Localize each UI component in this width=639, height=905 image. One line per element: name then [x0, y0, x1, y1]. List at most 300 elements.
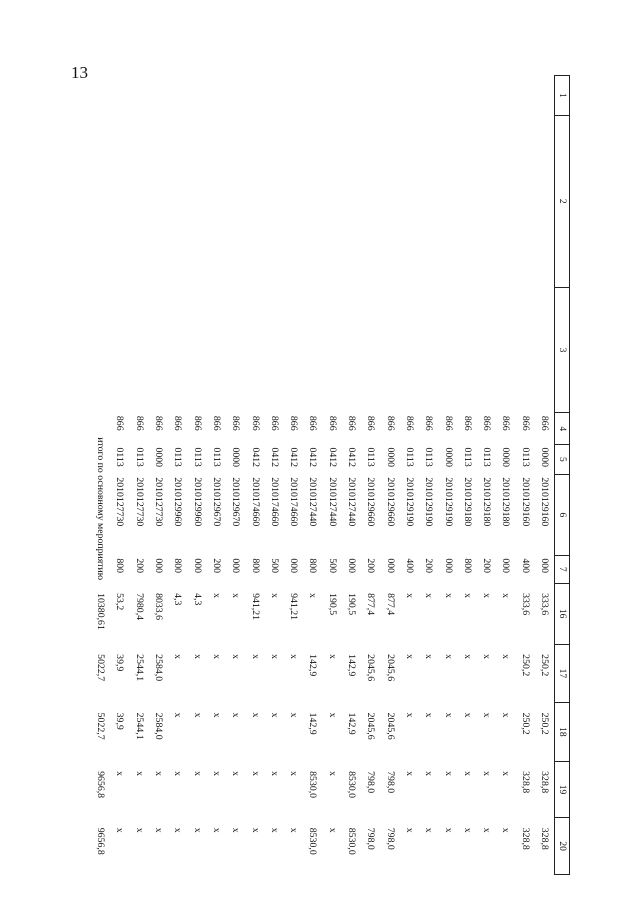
table-cell: 2010129180: [500, 477, 512, 527]
table-row: [400, 76, 419, 875]
table-cell: 000: [153, 558, 165, 574]
table-cell: 2010129660: [365, 477, 377, 527]
table-cell: 0000: [539, 447, 550, 468]
table-cell: 000: [500, 558, 512, 574]
table-cell: x: [326, 654, 338, 660]
page-number: 13: [71, 63, 88, 82]
header-cell: 19: [555, 761, 570, 818]
table-cell: 941,21: [249, 593, 261, 621]
table-row: [322, 76, 341, 875]
table-cell: x: [481, 654, 493, 660]
table-row: [515, 76, 534, 875]
empty-cell: [496, 115, 515, 287]
table-cell: x: [288, 771, 300, 777]
budget-table: [91, 75, 570, 875]
table-cell: 328,8: [539, 827, 550, 850]
empty-cell: [515, 115, 534, 287]
table-cell: x: [403, 712, 415, 718]
empty-cell: [245, 115, 264, 287]
table-cell: x: [230, 771, 242, 777]
header-row: [555, 76, 570, 875]
table-cell: 866: [461, 415, 473, 431]
table-cell: 0113: [172, 447, 184, 467]
empty-cell: [477, 287, 496, 413]
table-cell: 0113: [133, 447, 145, 467]
header-cell: 18: [555, 703, 570, 761]
empty-cell: [187, 287, 206, 413]
table-cell: 4,3: [172, 593, 184, 606]
table-cell: x: [172, 712, 184, 718]
rotated-table-container: [95, 75, 570, 875]
table-cell: 0000: [230, 447, 242, 468]
table-cell: 0113: [365, 447, 377, 467]
table-cell: x: [461, 712, 473, 718]
table-cell: 000: [346, 558, 358, 574]
table-cell: 0412: [307, 447, 319, 468]
table-cell: 0113: [519, 447, 531, 467]
empty-cell: [168, 115, 187, 287]
empty-cell: [458, 76, 477, 116]
empty-cell: [129, 76, 148, 116]
empty-cell: [91, 76, 110, 116]
table-cell: 190,5: [346, 593, 358, 616]
empty-cell: [207, 76, 226, 116]
table-cell: 866: [423, 415, 435, 431]
empty-cell: [535, 287, 555, 413]
table-cell: x: [288, 654, 300, 660]
table-cell: x: [326, 827, 338, 833]
table-cell: x: [191, 712, 203, 718]
table-cell: 2010127730: [114, 477, 126, 527]
empty-cell: [361, 76, 380, 116]
total-value: 9656,8: [95, 771, 107, 799]
table-cell: 866: [153, 415, 165, 431]
empty-cell: [342, 287, 361, 413]
table-cell: x: [403, 771, 415, 777]
table-cell: 190,5: [326, 593, 338, 616]
table-cell: 0113: [403, 447, 415, 467]
table-cell: 866: [230, 415, 242, 431]
header-cell: 2: [555, 115, 570, 287]
empty-cell: [515, 287, 534, 413]
table-cell: x: [481, 712, 493, 718]
empty-cell: [168, 287, 187, 413]
table-row: [265, 76, 284, 875]
table-cell: 0412: [346, 447, 358, 468]
table-cell: 800: [307, 558, 319, 574]
table-cell: 39,9: [114, 654, 126, 672]
table-cell: 2010127440: [346, 477, 358, 527]
table-cell: 200: [210, 558, 222, 574]
table-cell: 866: [288, 415, 300, 431]
empty-cell: [322, 115, 341, 287]
table-cell: 2010174660: [268, 477, 280, 527]
table-cell: 866: [403, 415, 415, 431]
table-cell: 2010129180: [461, 477, 473, 527]
table-cell: 0412: [326, 447, 338, 468]
table-cell: 328,8: [519, 827, 531, 850]
table-cell: x: [210, 654, 222, 660]
empty-cell: [91, 115, 110, 287]
table-cell: 877,4: [365, 593, 377, 616]
empty-cell: [149, 287, 168, 413]
table-row: [226, 76, 245, 875]
table-cell: 328,8: [539, 771, 550, 794]
table-cell: 400: [519, 558, 531, 574]
table-cell: x: [210, 827, 222, 833]
table-cell: 200: [423, 558, 435, 574]
table-cell: x: [500, 771, 512, 777]
table-row: [535, 76, 555, 875]
table-row: [361, 76, 380, 875]
table-cell: x: [423, 712, 435, 718]
table-row: [438, 76, 457, 875]
table-cell: x: [268, 827, 280, 833]
table-cell: x: [172, 654, 184, 660]
table-cell: 0113: [191, 447, 203, 467]
table-cell: x: [191, 654, 203, 660]
table-cell: 866: [539, 415, 550, 431]
table-cell: 877,4: [384, 593, 396, 616]
table-cell: 4,3: [191, 593, 203, 606]
empty-cell: [342, 115, 361, 287]
table-row: [110, 76, 129, 875]
table-cell: 7980,4: [133, 593, 145, 621]
table-cell: 2010129670: [230, 477, 242, 527]
table-cell: 000: [230, 558, 242, 574]
table-cell: x: [288, 712, 300, 718]
table-cell: x: [403, 827, 415, 833]
table-cell: x: [114, 771, 126, 777]
empty-cell: [496, 76, 515, 116]
empty-cell: [284, 115, 303, 287]
empty-cell: [419, 287, 438, 413]
empty-cell: [477, 76, 496, 116]
table-cell: x: [326, 712, 338, 718]
table-cell: x: [249, 827, 261, 833]
table-cell: x: [481, 771, 493, 777]
empty-cell: [458, 115, 477, 287]
table-cell: 8530,0: [346, 771, 358, 799]
table-cell: x: [288, 827, 300, 833]
header-cell: 1: [555, 76, 570, 116]
table-cell: 798,0: [384, 827, 396, 850]
empty-cell: [207, 115, 226, 287]
table-cell: x: [403, 593, 415, 599]
empty-cell: [458, 287, 477, 413]
header-cell: 4: [555, 413, 570, 445]
empty-cell: [342, 76, 361, 116]
table-cell: 800: [461, 558, 473, 574]
empty-cell: [303, 287, 322, 413]
empty-cell: [91, 287, 110, 413]
table-cell: 200: [481, 558, 493, 574]
table-cell: 328,8: [519, 771, 531, 794]
table-cell: x: [172, 827, 184, 833]
table-cell: x: [230, 827, 242, 833]
table-body: [91, 76, 555, 875]
table-cell: 500: [326, 558, 338, 574]
table-cell: 2584,0: [153, 712, 165, 740]
empty-cell: [265, 287, 284, 413]
table-cell: x: [461, 654, 473, 660]
table-cell: 2544,1: [133, 712, 145, 740]
table-cell: 2045,6: [384, 712, 396, 740]
table-row: [149, 76, 168, 875]
empty-cell: [110, 76, 129, 116]
table-cell: 0412: [249, 447, 261, 468]
table-cell: x: [230, 654, 242, 660]
table-cell: 866: [442, 415, 454, 431]
table-cell: 866: [365, 415, 377, 431]
table-cell: 866: [326, 415, 338, 431]
empty-cell: [187, 76, 206, 116]
table-cell: 142,9: [307, 712, 319, 735]
table-cell: x: [230, 712, 242, 718]
table-header: [555, 76, 570, 875]
table-cell: 2584,0: [153, 654, 165, 682]
table-cell: 0000: [500, 447, 512, 468]
empty-cell: [380, 115, 399, 287]
empty-cell: [438, 287, 457, 413]
table-cell: x: [461, 593, 473, 599]
table-cell: x: [423, 654, 435, 660]
table-cell: x: [268, 712, 280, 718]
table-cell: x: [500, 593, 512, 599]
table-cell: 0412: [268, 447, 280, 468]
table-cell: x: [153, 827, 165, 833]
table-cell: 2010129190: [423, 477, 435, 527]
table-row: [303, 76, 322, 875]
table-cell: 8530,0: [307, 771, 319, 799]
empty-cell: [149, 115, 168, 287]
empty-cell: [245, 76, 264, 116]
table-cell: 53,2: [114, 593, 126, 611]
table-cell: 2045,6: [365, 712, 377, 740]
table-cell: 400: [403, 558, 415, 574]
table-cell: 2010127730: [153, 477, 165, 527]
table-row: [168, 76, 187, 875]
empty-cell: [168, 76, 187, 116]
table-row: [245, 76, 264, 875]
table-cell: x: [423, 827, 435, 833]
table-row: [284, 76, 303, 875]
table-cell: 39,9: [114, 712, 126, 730]
table-cell: 200: [133, 558, 145, 574]
table-cell: x: [133, 827, 145, 833]
table-cell: 142,9: [307, 654, 319, 677]
table-cell: 2010174660: [249, 477, 261, 527]
total-value: 9656,8: [95, 827, 107, 855]
table-cell: 0000: [442, 447, 454, 468]
table-cell: x: [442, 712, 454, 718]
table-cell: 866: [172, 415, 184, 431]
empty-cell: [129, 115, 148, 287]
table-cell: x: [423, 593, 435, 599]
empty-cell: [400, 287, 419, 413]
table-cell: 8530,0: [307, 827, 319, 855]
table-cell: 2544,1: [133, 654, 145, 682]
empty-cell: [110, 115, 129, 287]
table-cell: 0113: [461, 447, 473, 467]
table-cell: 142,9: [346, 654, 358, 677]
table-row: [129, 76, 148, 875]
table-cell: 000: [288, 558, 300, 574]
total-value: 10380,61: [95, 593, 107, 630]
empty-cell: [265, 115, 284, 287]
table-row: [342, 76, 361, 875]
table-cell: x: [230, 593, 242, 599]
empty-cell: [361, 287, 380, 413]
table-cell: x: [307, 593, 319, 599]
table-cell: 0113: [114, 447, 126, 467]
table-cell: x: [268, 654, 280, 660]
table-cell: 2010127440: [307, 477, 319, 527]
empty-cell: [380, 287, 399, 413]
table-cell: 2045,6: [365, 654, 377, 682]
table-cell: 0113: [423, 447, 435, 467]
table-cell: x: [268, 593, 280, 599]
empty-cell: [400, 76, 419, 116]
table-cell: x: [442, 654, 454, 660]
table-cell: x: [403, 654, 415, 660]
header-cell: 16: [555, 583, 570, 644]
empty-cell: [245, 287, 264, 413]
empty-cell: [477, 115, 496, 287]
empty-cell: [380, 76, 399, 116]
table-cell: 798,0: [365, 771, 377, 794]
empty-cell: [361, 115, 380, 287]
empty-cell: [303, 115, 322, 287]
table-cell: x: [481, 593, 493, 599]
table-cell: 250,2: [539, 654, 550, 677]
table-cell: 798,0: [365, 827, 377, 850]
table-cell: x: [210, 712, 222, 718]
empty-cell: [226, 76, 245, 116]
empty-cell: [149, 76, 168, 116]
table-cell: 800: [249, 558, 261, 574]
table-cell: 0113: [481, 447, 493, 467]
header-cell: 20: [555, 818, 570, 875]
table-cell: 200: [365, 558, 377, 574]
header-cell: 3: [555, 287, 570, 413]
table-row: [458, 76, 477, 875]
table-cell: 2010129160: [539, 477, 550, 527]
table-cell: 142,9: [346, 712, 358, 735]
table-cell: x: [268, 771, 280, 777]
empty-cell: [496, 287, 515, 413]
total-value: 5022,7: [95, 654, 107, 682]
empty-cell: [226, 287, 245, 413]
empty-cell: [438, 115, 457, 287]
table-cell: 000: [539, 558, 550, 574]
table-cell: 500: [268, 558, 280, 574]
table-cell: 250,2: [519, 654, 531, 677]
table-cell: x: [172, 771, 184, 777]
table-cell: 2010129960: [172, 477, 184, 527]
table-cell: 941,21: [288, 593, 300, 621]
table-cell: x: [461, 827, 473, 833]
table-cell: x: [442, 827, 454, 833]
table-cell: 798,0: [384, 771, 396, 794]
empty-cell: [129, 287, 148, 413]
table-cell: 2010129180: [481, 477, 493, 527]
table-cell: 250,2: [519, 712, 531, 735]
table-cell: x: [500, 654, 512, 660]
table-cell: 866: [191, 415, 203, 431]
table-row: [187, 76, 206, 875]
table-cell: x: [423, 771, 435, 777]
table-cell: x: [249, 654, 261, 660]
table-cell: x: [153, 771, 165, 777]
empty-cell: [110, 287, 129, 413]
empty-cell: [535, 76, 555, 116]
empty-cell: [303, 76, 322, 116]
empty-cell: [419, 76, 438, 116]
empty-cell: [284, 287, 303, 413]
total-row: [91, 76, 110, 875]
empty-cell: [535, 115, 555, 287]
table-cell: x: [133, 771, 145, 777]
table-cell: 0000: [153, 447, 165, 468]
table-cell: 866: [249, 415, 261, 431]
table-cell: x: [481, 827, 493, 833]
table-cell: x: [500, 827, 512, 833]
table-cell: x: [249, 712, 261, 718]
total-label: итого по основному мероприятию: [95, 437, 107, 581]
table-cell: x: [461, 771, 473, 777]
table-cell: 000: [384, 558, 396, 574]
empty-cell: [207, 287, 226, 413]
table-cell: 866: [133, 415, 145, 431]
table-cell: 866: [210, 415, 222, 431]
table-cell: 866: [384, 415, 396, 431]
table-cell: x: [191, 827, 203, 833]
table-cell: 2010129160: [519, 477, 531, 527]
table-cell: 2010174660: [288, 477, 300, 527]
table-row: [419, 76, 438, 875]
table-cell: 2010129960: [191, 477, 203, 527]
table-cell: 866: [481, 415, 493, 431]
empty-cell: [284, 76, 303, 116]
table-cell: x: [191, 771, 203, 777]
table-cell: 866: [268, 415, 280, 431]
total-value: 5022,7: [95, 712, 107, 740]
empty-cell: [322, 287, 341, 413]
empty-cell: [419, 115, 438, 287]
empty-cell: [515, 76, 534, 116]
table-cell: 0000: [384, 447, 396, 468]
table-cell: 0412: [288, 447, 300, 468]
table-row: [496, 76, 515, 875]
table-cell: x: [210, 771, 222, 777]
empty-cell: [322, 76, 341, 116]
header-cell: 17: [555, 644, 570, 702]
table-cell: 333,6: [519, 593, 531, 616]
table-cell: 2010127730: [133, 477, 145, 527]
table-cell: 333,6: [539, 593, 550, 616]
table-cell: x: [210, 593, 222, 599]
empty-cell: [400, 115, 419, 287]
table-cell: 2010129670: [210, 477, 222, 527]
table-cell: 2045,6: [384, 654, 396, 682]
table-cell: 866: [519, 415, 531, 431]
table-cell: 8530,0: [346, 827, 358, 855]
table-cell: 800: [172, 558, 184, 574]
empty-cell: [226, 115, 245, 287]
table-cell: 866: [346, 415, 358, 431]
table-cell: x: [500, 712, 512, 718]
